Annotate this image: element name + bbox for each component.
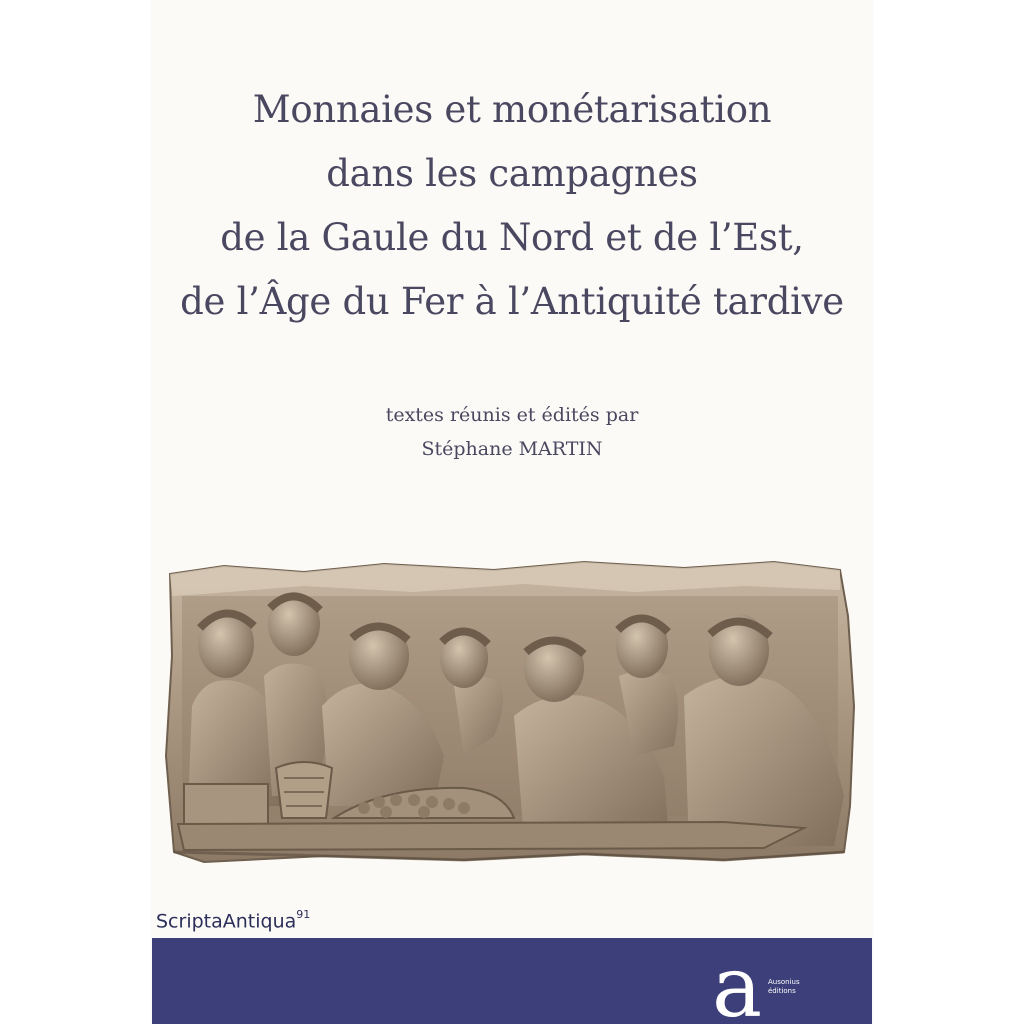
stone-relief-image <box>164 556 860 868</box>
title-line-2: dans les campagnes <box>326 152 698 195</box>
series-number: 91 <box>296 908 311 921</box>
publisher-logo-text <box>768 978 800 996</box>
editor-line: textes réunis et édités par <box>385 404 639 426</box>
editor-name: Stéphane MARTIN <box>421 438 603 460</box>
title-line-3: de la Gaule du Nord et de l’Est, <box>220 216 804 259</box>
book-title <box>152 78 872 334</box>
editor-credit <box>152 398 872 466</box>
publisher-logo-text-line-2: éditions <box>768 987 796 995</box>
series-title: ScriptaAntiqua <box>156 910 297 933</box>
series-name <box>156 910 310 932</box>
logo-letter: a <box>712 946 763 1024</box>
book-cover <box>152 0 872 1024</box>
title-line-1: Monnaies et monétarisation <box>252 88 772 131</box>
publisher-logo-text-line-1: Ausonius <box>768 978 800 986</box>
title-line-4: de l’Âge du Fer à l’Antiquité tardive <box>180 280 844 323</box>
publisher-logo <box>710 946 806 1024</box>
